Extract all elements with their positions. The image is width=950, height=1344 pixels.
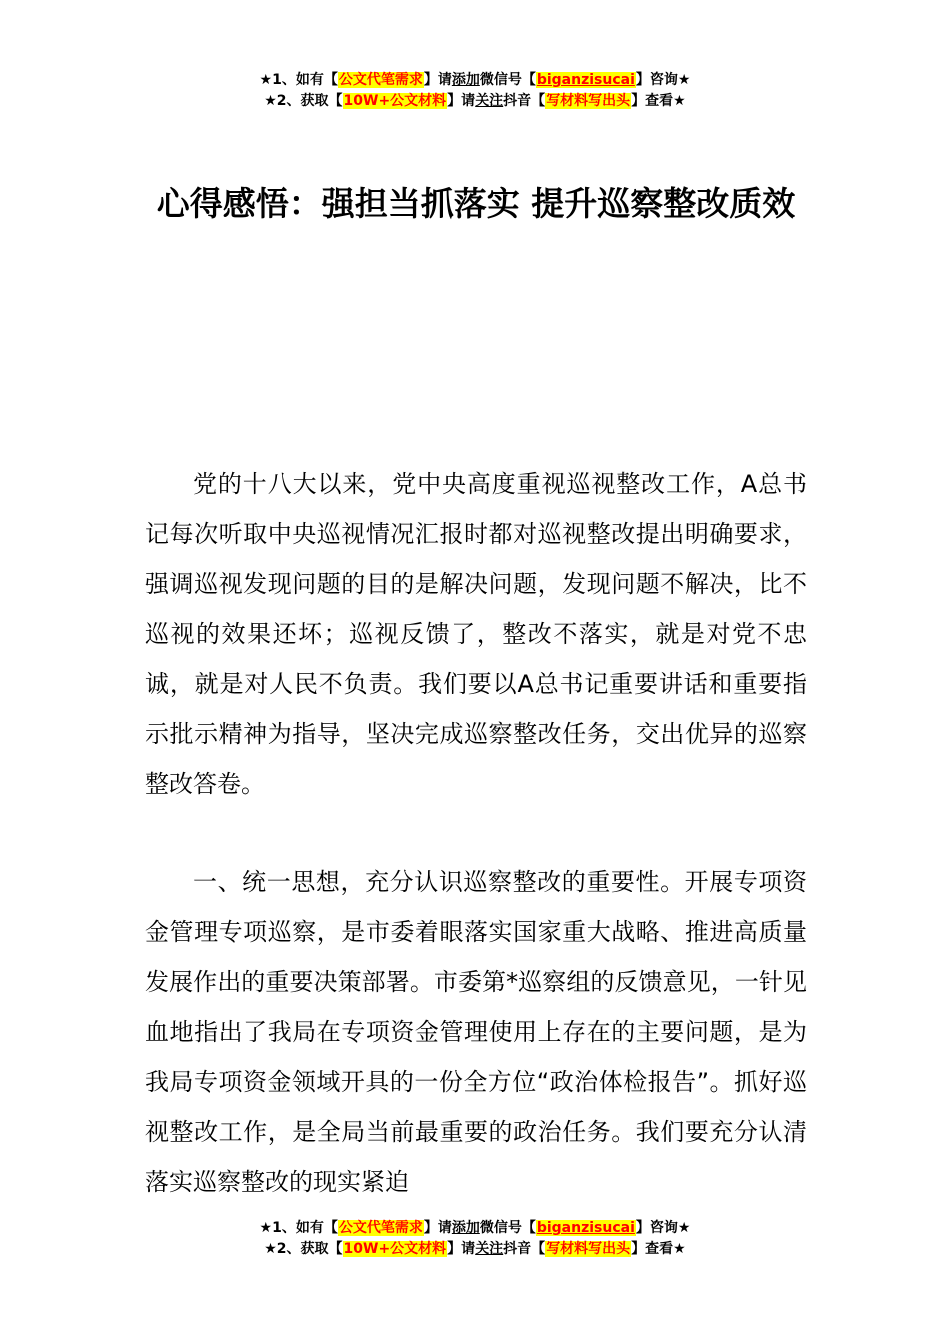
banner-line-2: [0, 91, 950, 112]
banner-text: 】请: [423, 72, 452, 88]
banner-emphasis: 添加: [451, 1220, 480, 1236]
banner-text: 】查看★: [631, 93, 686, 109]
body-paragraph-section-1: [145, 857, 807, 1207]
banner-text: ★2、获取【: [264, 93, 343, 109]
paragraph-text: 党的十八大以来，党中央高度重视巡视整改工作，A总书记每次听取中央巡视情况汇报时都对巡视整改提出明确要求，强调巡视发现问题的目的是解决问题，发现问题不解决，比不巡视的效果还坏；巡视反馈了，整改不落实，就是对党不忠诚，就是对人民不负责。我们要以A总书记重要讲话和重要指示批示精神为指导，坚决完成巡察整改任务，交出优异的巡察整改答卷。: [145, 470, 807, 798]
banner-text: ★1、如有【: [259, 1220, 338, 1236]
footer-banner: [0, 1218, 950, 1260]
highlight-materials: 10W+公文材料: [343, 93, 447, 109]
body-paragraph-intro: [145, 459, 807, 809]
banner-text: 抖音【: [503, 93, 546, 109]
banner-emphasis: 关注: [475, 93, 504, 109]
highlight-materials: 10W+公文材料: [343, 1241, 447, 1257]
banner-text: ★2、获取【: [264, 1241, 343, 1257]
banner-text: 】请: [447, 93, 476, 109]
banner-line-1: [0, 1218, 950, 1239]
banner-text: 】查看★: [631, 1241, 686, 1257]
highlight-service: 公文代笔需求: [338, 72, 423, 88]
banner-text: 】请: [423, 1220, 452, 1236]
wechat-id-link[interactable]: biganzisucai: [536, 72, 635, 88]
banner-text: 】咨询★: [635, 1220, 691, 1236]
paragraph-text: 一、统一思想，充分认识巡察整改的重要性。开展专项资金管理专项巡察，是市委着眼落实国家重大战略、推进高质量发展作出的重要决策部署。市委第*巡察组的反馈意见，一针见血地指出了我局在专项资金管理使用上存在的主要问题，是为我局专项资金领域开具的一份全方位“政治体检报告”。抓好巡视整改工作，是全局当前最重要的政治任务。我们要充分认清落实巡察整改的现实紧迫: [145, 868, 807, 1196]
banner-line-2: [0, 1239, 950, 1260]
header-banner: [0, 70, 950, 112]
banner-text: 微信号【: [479, 72, 536, 88]
douyin-account[interactable]: 写材料写出头: [546, 1241, 631, 1257]
banner-text: 】请: [447, 1241, 476, 1257]
document-title: 心得感悟：强担当抓落实 提升巡察整改质效: [156, 184, 796, 223]
highlight-service: 公文代笔需求: [338, 1220, 423, 1236]
banner-text: 微信号【: [479, 1220, 536, 1236]
douyin-account[interactable]: 写材料写出头: [546, 93, 631, 109]
banner-text: 】咨询★: [635, 72, 691, 88]
banner-text: 抖音【: [503, 1241, 546, 1257]
banner-line-1: [0, 70, 950, 91]
banner-emphasis: 关注: [475, 1241, 504, 1257]
banner-text: ★1、如有【: [259, 72, 338, 88]
wechat-id-link[interactable]: biganzisucai: [536, 1220, 635, 1236]
banner-emphasis: 添加: [451, 72, 480, 88]
